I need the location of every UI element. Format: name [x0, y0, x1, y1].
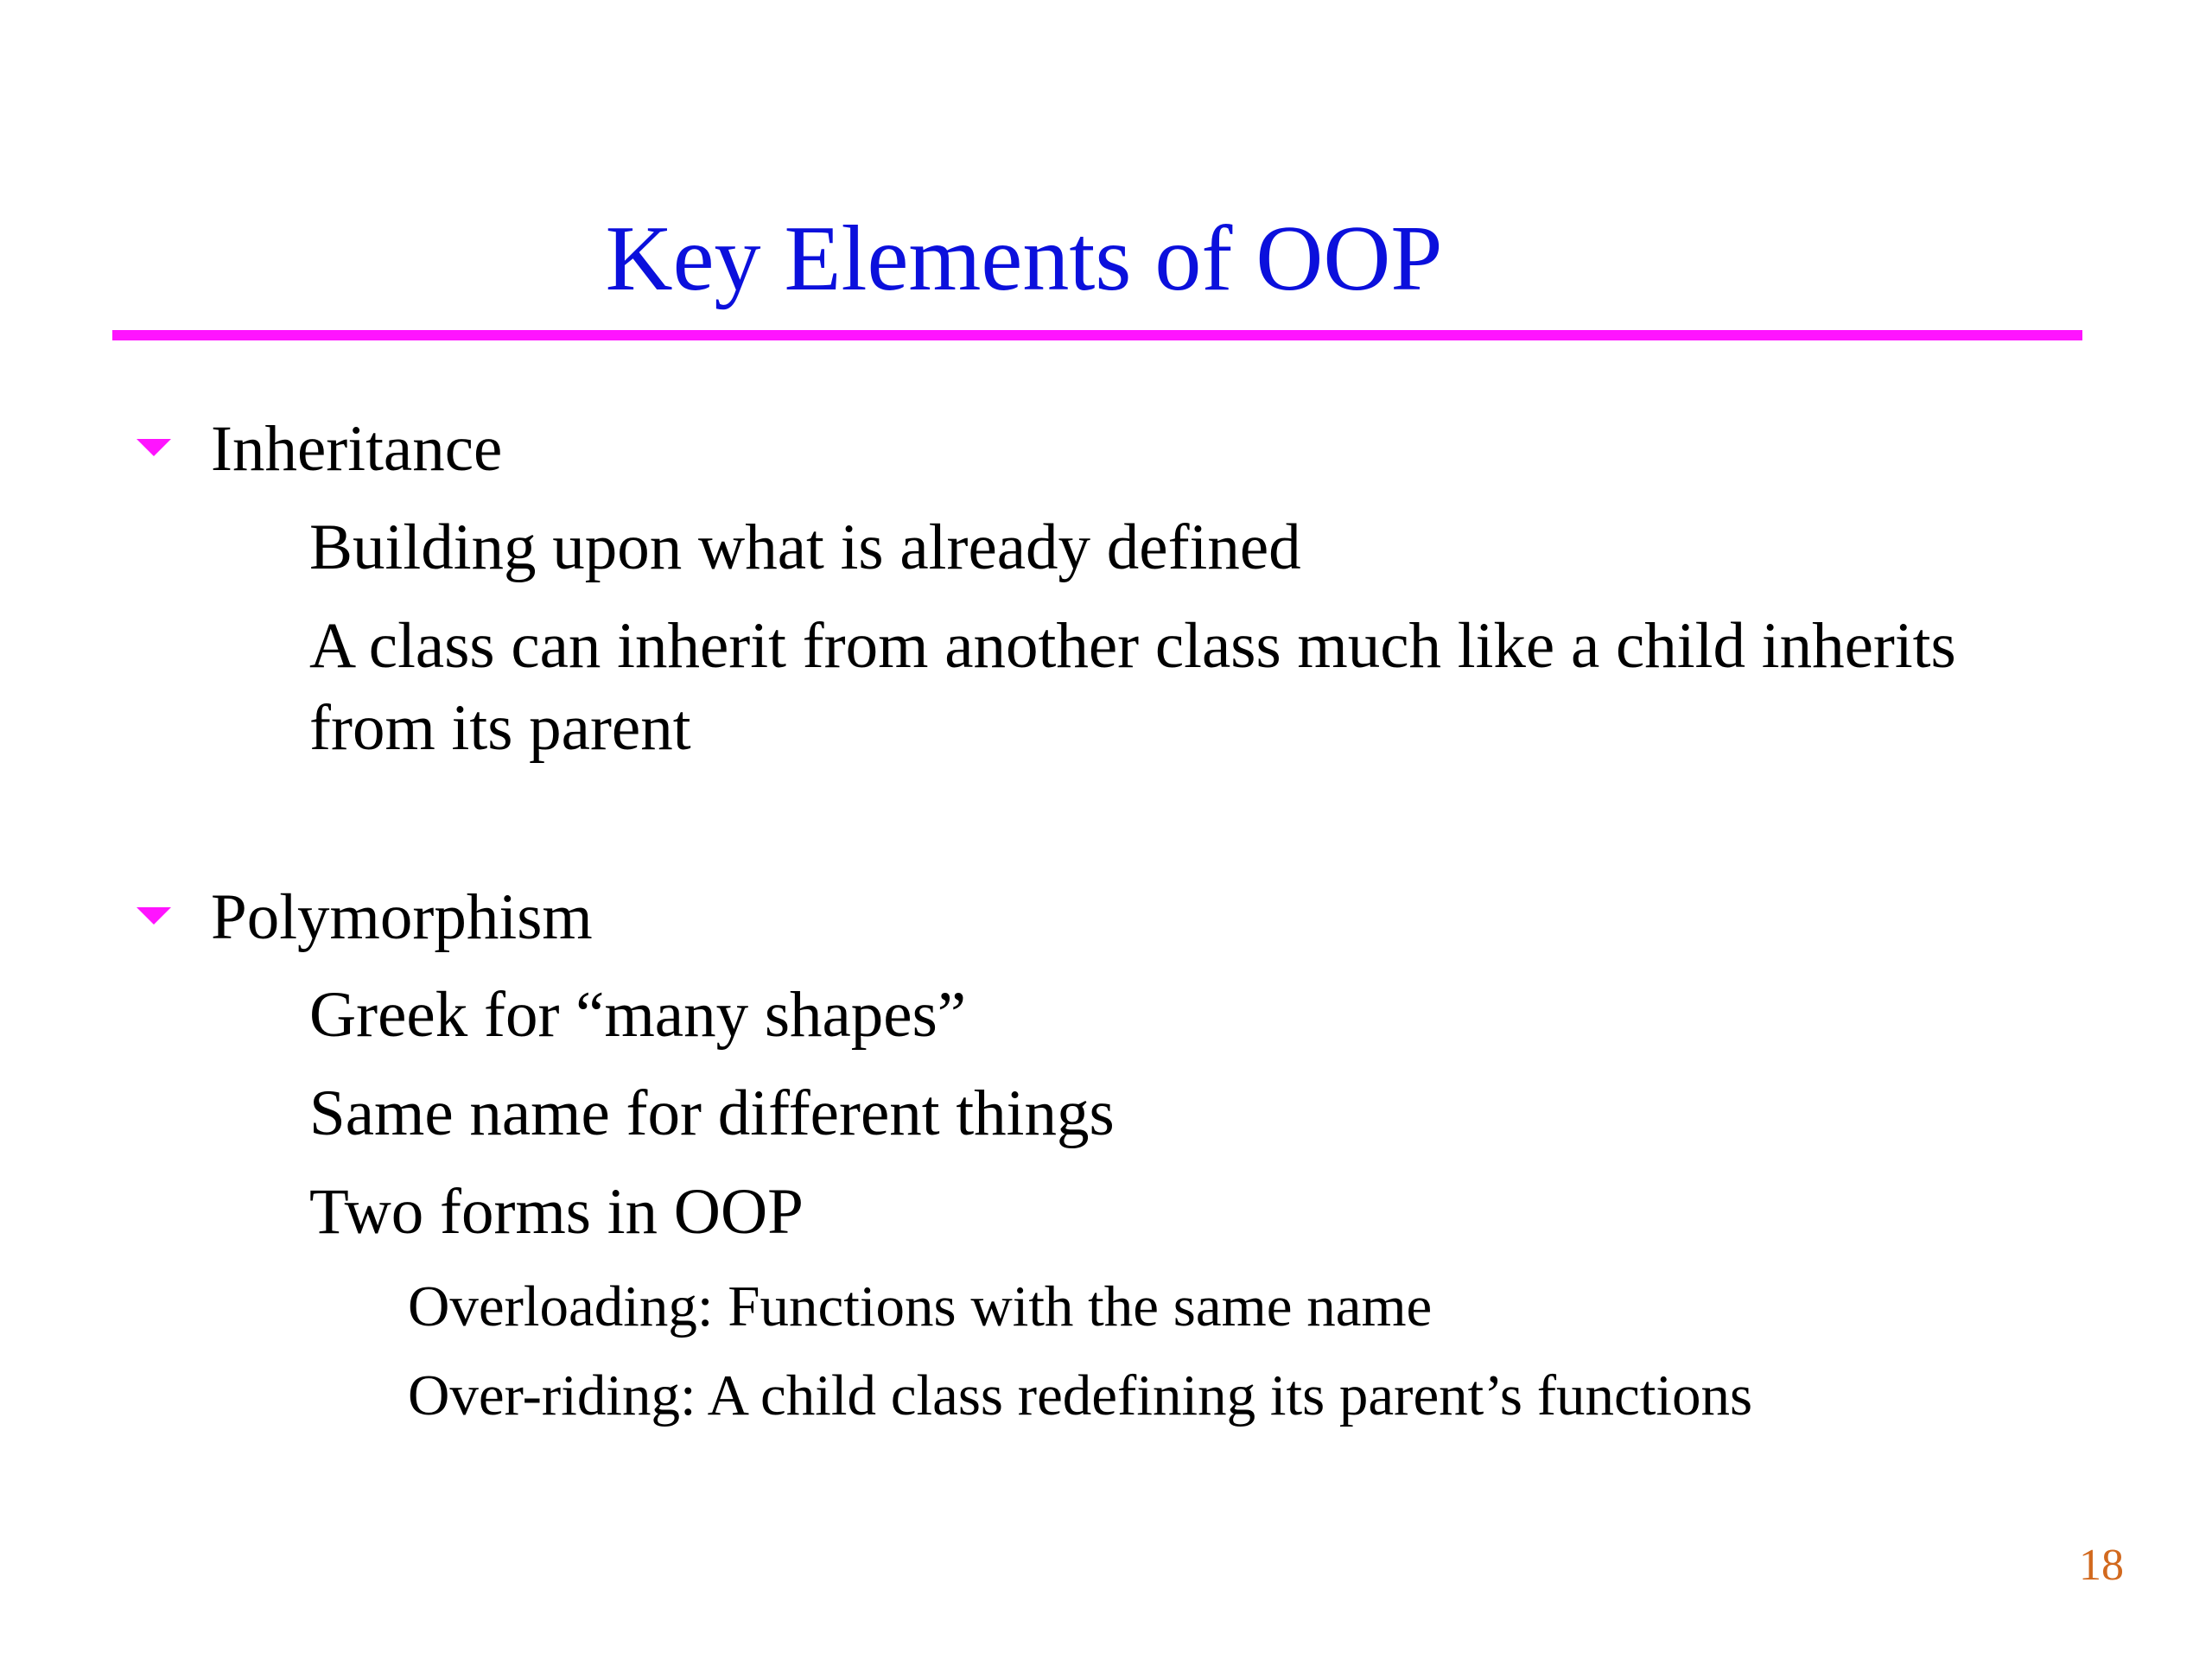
section-heading-inheritance: Inheritance — [211, 413, 503, 485]
polymorphism-point-3: Two forms in OOP — [309, 1176, 804, 1248]
triangle-down-icon — [137, 907, 171, 925]
inheritance-point-2: A class can inherit from another class much like a child inherits from its parent — [309, 610, 1956, 764]
polymorphism-point-1: Greek for “many shapes” — [309, 979, 967, 1051]
polymorphism-subpoint-2: Over-riding: A child class redefining its parent’s functions — [408, 1363, 1753, 1427]
polymorphism-subpoint-1: Overloading: Functions with the same name — [408, 1274, 1433, 1338]
slide-title: Key Elements of OOP — [605, 207, 1443, 310]
title-divider — [112, 330, 2082, 340]
polymorphism-point-2: Same name for different things — [309, 1077, 1115, 1149]
inheritance-point-1: Building upon what is already defined — [309, 512, 1301, 583]
section-heading-polymorphism: Polymorphism — [211, 881, 593, 953]
triangle-down-icon — [137, 439, 171, 456]
page-number: 18 — [2079, 1541, 2124, 1590]
